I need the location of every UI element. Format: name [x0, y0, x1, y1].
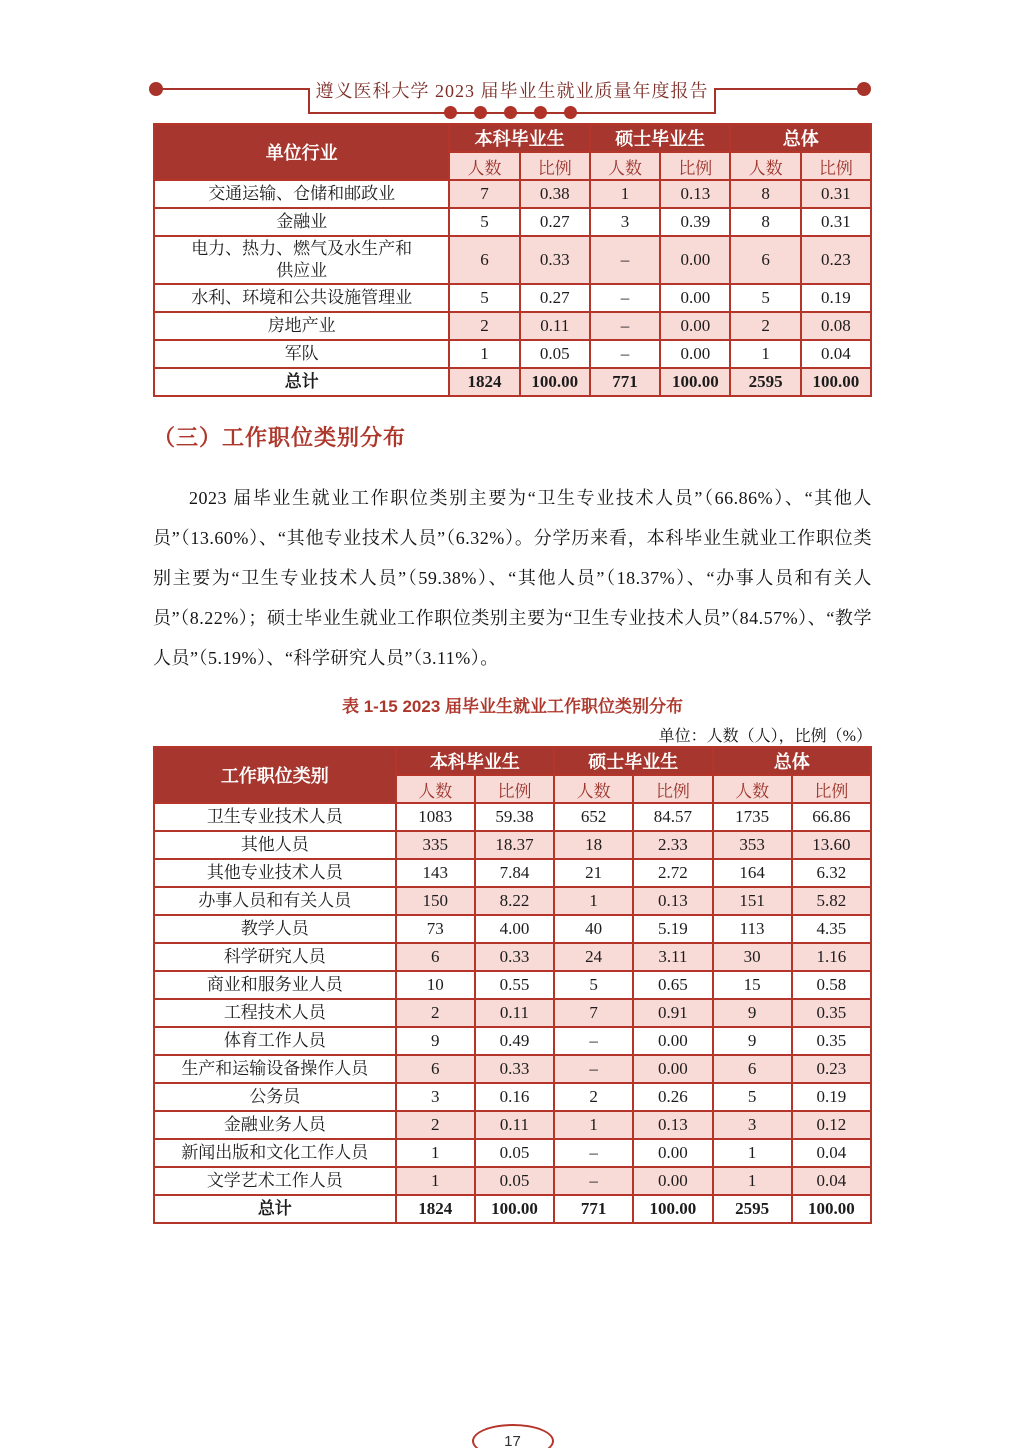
row-label — [154, 180, 449, 208]
value-cell: 150 — [396, 887, 475, 915]
column-group-header: 总体 — [730, 124, 871, 152]
column-group-header: 本科毕业生 — [396, 747, 554, 775]
row-label — [154, 1083, 396, 1111]
row-label-text: 水利、环境和公共设施管理业 — [191, 288, 413, 308]
column-subheader: 人数 — [449, 152, 519, 180]
table-row — [154, 236, 871, 284]
table-row — [154, 1139, 871, 1167]
value-cell: 0.04 — [792, 1139, 871, 1167]
table-row — [154, 1083, 871, 1111]
row-label — [154, 1027, 396, 1055]
column-subheader: 比例 — [475, 775, 554, 803]
industry-distribution-table — [153, 123, 872, 397]
column-header-label: 工作职位类别 — [154, 747, 396, 803]
table-row — [154, 943, 871, 971]
row-label — [154, 208, 449, 236]
table-row — [154, 180, 871, 208]
value-cell: 0.00 — [660, 236, 730, 284]
table-row — [154, 340, 871, 368]
table-row — [154, 284, 871, 312]
value-cell: 771 — [590, 368, 660, 396]
row-label-text: 教学人员 — [240, 919, 309, 939]
value-cell: 0.27 — [520, 208, 590, 236]
table-row — [154, 312, 871, 340]
value-cell: 0.31 — [801, 208, 871, 236]
value-cell: 0.23 — [801, 236, 871, 284]
value-cell: – — [590, 312, 660, 340]
value-cell: 2 — [449, 312, 519, 340]
value-cell: 0.23 — [792, 1055, 871, 1083]
column-group-header: 硕士毕业生 — [554, 747, 712, 775]
row-label — [154, 887, 396, 915]
dot-icon — [504, 106, 517, 119]
row-label — [154, 284, 449, 312]
row-label — [154, 803, 396, 831]
value-cell: 18.37 — [475, 831, 554, 859]
page-number-badge — [472, 1424, 554, 1448]
table-body — [154, 803, 871, 1223]
value-cell: 2 — [396, 1111, 475, 1139]
value-cell: 0.13 — [660, 180, 730, 208]
value-cell: 1824 — [396, 1195, 475, 1223]
column-subheader: 人数 — [590, 152, 660, 180]
value-cell: – — [554, 1167, 633, 1195]
table-row — [154, 1111, 871, 1139]
table-body — [154, 180, 871, 396]
table-row — [154, 1027, 871, 1055]
row-label-text: 生产和运输设备操作人员 — [181, 1059, 369, 1079]
value-cell: 100.00 — [792, 1195, 871, 1223]
row-label-text: 电力、热力、燃气及水生产和供应业 — [191, 239, 413, 281]
row-label-text: 金融业务人员 — [223, 1115, 326, 1135]
table-row — [154, 887, 871, 915]
value-cell: 0.35 — [792, 999, 871, 1027]
value-cell: 2595 — [713, 1195, 792, 1223]
header-dots-decoration — [444, 106, 577, 119]
column-subheader: 人数 — [730, 152, 800, 180]
dot-icon — [564, 106, 577, 119]
value-cell: 5 — [449, 284, 519, 312]
value-cell: 9 — [713, 999, 792, 1027]
value-cell: 1 — [730, 340, 800, 368]
section-heading: （三）工作职位类别分布 — [153, 425, 407, 451]
value-cell: 0.00 — [633, 1167, 712, 1195]
dot-icon — [474, 106, 487, 119]
table-row — [154, 1167, 871, 1195]
value-cell: 7.84 — [475, 859, 554, 887]
value-cell: 1 — [713, 1167, 792, 1195]
value-cell: 100.00 — [660, 368, 730, 396]
value-cell: 13.60 — [792, 831, 871, 859]
value-cell: 0.00 — [660, 340, 730, 368]
value-cell: 0.33 — [475, 1055, 554, 1083]
value-cell: 100.00 — [520, 368, 590, 396]
value-cell: 73 — [396, 915, 475, 943]
value-cell: 5 — [713, 1083, 792, 1111]
value-cell: 1735 — [713, 803, 792, 831]
value-cell: 5 — [449, 208, 519, 236]
row-label-text: 公务员 — [249, 1087, 301, 1107]
value-cell: 24 — [554, 943, 633, 971]
value-cell: 9 — [396, 1027, 475, 1055]
value-cell: 6.32 — [792, 859, 871, 887]
table-row — [154, 803, 871, 831]
value-cell: 0.00 — [633, 1027, 712, 1055]
table-row — [154, 971, 871, 999]
value-cell: 3.11 — [633, 943, 712, 971]
column-subheader: 比例 — [520, 152, 590, 180]
value-cell: – — [554, 1139, 633, 1167]
value-cell: 0.35 — [792, 1027, 871, 1055]
value-cell: 0.65 — [633, 971, 712, 999]
column-subheader: 人数 — [713, 775, 792, 803]
value-cell: 5.19 — [633, 915, 712, 943]
row-label-text: 其他人员 — [240, 835, 309, 855]
row-label — [154, 312, 449, 340]
value-cell: 0.00 — [660, 312, 730, 340]
row-label — [154, 1139, 396, 1167]
value-cell: 100.00 — [801, 368, 871, 396]
value-cell: 3 — [396, 1083, 475, 1111]
column-subheader: 比例 — [801, 152, 871, 180]
value-cell: 652 — [554, 803, 633, 831]
value-cell: 0.11 — [520, 312, 590, 340]
value-cell: 4.00 — [475, 915, 554, 943]
value-cell: 5 — [554, 971, 633, 999]
table-row — [154, 831, 871, 859]
row-label-text: 军队 — [284, 344, 319, 364]
value-cell: 2 — [554, 1083, 633, 1111]
value-cell: 1 — [449, 340, 519, 368]
column-subheader: 人数 — [554, 775, 633, 803]
dot-icon — [534, 106, 547, 119]
value-cell: 0.31 — [801, 180, 871, 208]
table-head — [154, 747, 871, 803]
value-cell: 771 — [554, 1195, 633, 1223]
value-cell: – — [590, 284, 660, 312]
total-row — [154, 368, 871, 396]
value-cell: 3 — [590, 208, 660, 236]
row-label-text: 房地产业 — [267, 316, 336, 336]
value-cell: 0.39 — [660, 208, 730, 236]
table-row — [154, 915, 871, 943]
column-header-label: 单位行业 — [154, 124, 449, 180]
row-label — [154, 971, 396, 999]
row-label-text: 体育工作人员 — [223, 1031, 326, 1051]
value-cell: 1 — [554, 1111, 633, 1139]
table-row — [154, 859, 871, 887]
row-label — [154, 915, 396, 943]
column-subheader: 人数 — [396, 775, 475, 803]
value-cell: – — [590, 236, 660, 284]
value-cell: 0.11 — [475, 999, 554, 1027]
column-group-header: 硕士毕业生 — [590, 124, 731, 152]
value-cell: 6 — [730, 236, 800, 284]
value-cell: 0.33 — [520, 236, 590, 284]
value-cell: 0.19 — [792, 1083, 871, 1111]
value-cell: 7 — [449, 180, 519, 208]
value-cell: 1 — [396, 1139, 475, 1167]
value-cell: 0.58 — [792, 971, 871, 999]
value-cell: 0.12 — [792, 1111, 871, 1139]
dot-icon — [444, 106, 457, 119]
row-label-text: 办事人员和有关人员 — [198, 891, 352, 911]
row-label — [154, 1111, 396, 1139]
value-cell: 0.49 — [475, 1027, 554, 1055]
value-cell: 1 — [396, 1167, 475, 1195]
row-label — [154, 859, 396, 887]
value-cell: 0.05 — [520, 340, 590, 368]
value-cell: 113 — [713, 915, 792, 943]
row-label-text: 新闻出版和文化工作人员 — [181, 1143, 369, 1163]
total-row — [154, 1195, 871, 1223]
page-number: 17 — [504, 1432, 521, 1448]
column-subheader: 比例 — [792, 775, 871, 803]
value-cell: 335 — [396, 831, 475, 859]
value-cell: – — [554, 1055, 633, 1083]
value-cell: 4.35 — [792, 915, 871, 943]
value-cell: 1 — [554, 887, 633, 915]
value-cell: 84.57 — [633, 803, 712, 831]
value-cell: 59.38 — [475, 803, 554, 831]
table-row — [154, 1055, 871, 1083]
unit-note: 单位：人数（人），比例（%） — [658, 728, 872, 746]
value-cell: 2 — [730, 312, 800, 340]
value-cell: 10 — [396, 971, 475, 999]
value-cell: 164 — [713, 859, 792, 887]
column-subheader: 比例 — [660, 152, 730, 180]
row-label-text: 交通运输、仓储和邮政业 — [208, 183, 396, 203]
row-label-text: 总计 — [257, 1199, 292, 1219]
page-header-band — [0, 0, 1024, 123]
value-cell: 2595 — [730, 368, 800, 396]
header-row — [154, 124, 871, 152]
page-footer — [153, 1424, 872, 1448]
value-cell: 0.27 — [520, 284, 590, 312]
value-cell: 0.00 — [633, 1055, 712, 1083]
row-label — [154, 236, 449, 284]
value-cell: 18 — [554, 831, 633, 859]
value-cell: 3 — [713, 1111, 792, 1139]
value-cell: 0.91 — [633, 999, 712, 1027]
row-label — [154, 340, 449, 368]
value-cell: 1 — [713, 1139, 792, 1167]
value-cell: 21 — [554, 859, 633, 887]
value-cell: 6 — [396, 1055, 475, 1083]
value-cell: 2.33 — [633, 831, 712, 859]
value-cell: 2.72 — [633, 859, 712, 887]
value-cell: 6 — [449, 236, 519, 284]
value-cell: 6 — [713, 1055, 792, 1083]
value-cell: 353 — [713, 831, 792, 859]
value-cell: 6 — [396, 943, 475, 971]
value-cell: 0.05 — [475, 1139, 554, 1167]
value-cell: 1.16 — [792, 943, 871, 971]
job-category-table — [153, 746, 872, 1224]
value-cell: 100.00 — [475, 1195, 554, 1223]
row-label-text: 工程技术人员 — [223, 1003, 326, 1023]
value-cell: 66.86 — [792, 803, 871, 831]
value-cell: 0.04 — [801, 340, 871, 368]
value-cell: – — [590, 340, 660, 368]
row-label — [154, 1167, 396, 1195]
value-cell: 0.16 — [475, 1083, 554, 1111]
column-group-header: 总体 — [713, 747, 872, 775]
value-cell: 2 — [396, 999, 475, 1027]
value-cell: 8 — [730, 180, 800, 208]
row-label — [154, 999, 396, 1027]
value-cell: 0.11 — [475, 1111, 554, 1139]
value-cell: 0.13 — [633, 887, 712, 915]
value-cell: 0.08 — [801, 312, 871, 340]
row-label — [154, 1195, 396, 1223]
value-cell: 5.82 — [792, 887, 871, 915]
value-cell: 143 — [396, 859, 475, 887]
row-label — [154, 831, 396, 859]
column-group-header: 本科毕业生 — [449, 124, 590, 152]
value-cell: 100.00 — [633, 1195, 712, 1223]
value-cell: 0.55 — [475, 971, 554, 999]
header-row — [154, 747, 871, 775]
value-cell: 0.38 — [520, 180, 590, 208]
row-label-text: 金融业 — [276, 211, 328, 231]
row-label — [154, 1055, 396, 1083]
table-row — [154, 999, 871, 1027]
value-cell: 0.04 — [792, 1167, 871, 1195]
body-paragraph: 2023 届毕业生就业工作职位类别主要为“卫生专业技术人员”（66.86%）、“其他人员”（13.60%）、“其他专业技术人员”（6.32%）。分学历来看，本科毕业生就业工作职位类别主要为“卫生专业技术人员”（59.38%）、“其他人员”（18.37%）、“办事人员和有关人员”（8.22%）；硕士毕业生就业工作职位类别主要为“卫生专业技术人员”（84.57%）、“教学人员”（5.19%）、“科学研究人员”（3.11%）。 — [153, 488, 872, 669]
value-cell: 15 — [713, 971, 792, 999]
value-cell: 0.13 — [633, 1111, 712, 1139]
page-content — [153, 123, 872, 1448]
value-cell: 0.05 — [475, 1167, 554, 1195]
value-cell: 1824 — [449, 368, 519, 396]
row-label-text: 总计 — [284, 372, 319, 392]
value-cell: 0.19 — [801, 284, 871, 312]
value-cell: 0.33 — [475, 943, 554, 971]
value-cell: 8.22 — [475, 887, 554, 915]
table-head — [154, 124, 871, 180]
row-label — [154, 943, 396, 971]
value-cell: – — [554, 1027, 633, 1055]
row-label-text: 科学研究人员 — [223, 947, 326, 967]
value-cell: 8 — [730, 208, 800, 236]
report-title: 遵义医科大学 2023 届毕业生就业质量年度报告 — [315, 81, 709, 101]
row-label-text: 卫生专业技术人员 — [206, 807, 343, 827]
table-title: 表 1-15 2023 届毕业生就业工作职位类别分布 — [341, 697, 683, 717]
value-cell: 30 — [713, 943, 792, 971]
row-label — [154, 368, 449, 396]
value-cell: 0.00 — [660, 284, 730, 312]
value-cell: 0.26 — [633, 1083, 712, 1111]
row-label-text: 文学艺术工作人员 — [206, 1171, 343, 1191]
table-row — [154, 208, 871, 236]
value-cell: 1 — [590, 180, 660, 208]
value-cell: 0.00 — [633, 1139, 712, 1167]
value-cell: 151 — [713, 887, 792, 915]
value-cell: 9 — [713, 1027, 792, 1055]
value-cell: 7 — [554, 999, 633, 1027]
column-subheader: 比例 — [633, 775, 712, 803]
row-label-text: 商业和服务业人员 — [206, 975, 343, 995]
value-cell: 40 — [554, 915, 633, 943]
value-cell: 1083 — [396, 803, 475, 831]
row-label-text: 其他专业技术人员 — [206, 863, 343, 883]
value-cell: 5 — [730, 284, 800, 312]
